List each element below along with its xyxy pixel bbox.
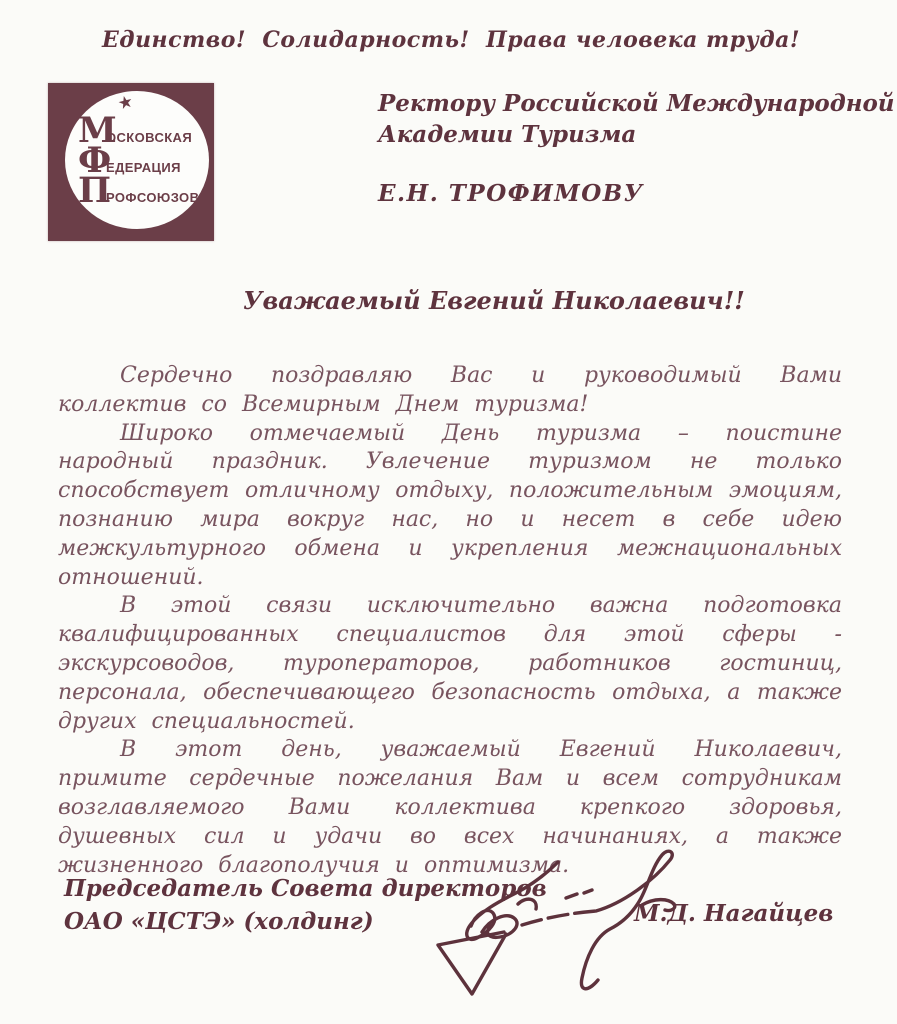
logo-letter-p: П (78, 170, 112, 211)
recipient-block (378, 88, 895, 209)
recipient-line-1: Ректору Российской Международной (378, 90, 895, 117)
paragraph-4: В этот день, уважаемый Евгений Николаевич, примите сердечные пожелания Вам и всем сотрудникам возглавляемого Вами коллектива крепкого здоровья, душевных сил и удачи во всех начинаниях, а также жизненного благополучия и оптимизма. (58, 737, 842, 878)
logo-row-profsoyuzov (78, 170, 200, 211)
handwritten-signature (426, 842, 678, 1014)
mfp-logo (48, 83, 214, 241)
signer-name: М.Д. Нагайцев (634, 900, 834, 927)
signoff-title-line-2: ОАО «ЦСТЭ» (холдинг) (64, 908, 374, 935)
logo-word-oskovskaya: ОСКОВСКАЯ (106, 130, 193, 145)
logo-letter-m: М (78, 110, 117, 151)
salutation: Уважаемый Евгений Николаевич!! (243, 286, 745, 315)
logo-text (78, 110, 200, 211)
recipient-name: Е.Н. ТРОФИМОВУ (378, 180, 644, 207)
paragraph-3: В этой связи исключительно важна подготовка квалифицированных специалистов для этой сферы - экскурсоводов, туроператоров, работников гостиниц, персонала, обеспечивающего безопасность отдыха, а также других специальностей. (58, 593, 842, 734)
logo-word-ederatsiya: ЕДЕРАЦИЯ (106, 160, 181, 175)
logo-word-rofsoyuzov: РОФСОЮЗОВ (106, 190, 200, 205)
paragraph-1: Сердечно поздравляю Вас и руководимый Вами коллектив со Всемирным Днем туризма! (58, 363, 842, 417)
signoff-title-line-1: Председатель Совета директоров (64, 875, 547, 902)
letter-body (58, 362, 842, 880)
recipient-line-2: Академии Туризма (378, 121, 637, 148)
star-icon: ★ (115, 91, 136, 115)
paragraph-2: Широко отмечаемый День туризма – поистине народный праздник. Увлечение туризмом не только способствует отличному отдыху, положительным эмоциям, познанию мира вокруг нас, но и несет в себе идею межкультурного обмена и укрепления межнациональных отношений. (58, 420, 842, 590)
union-slogan: Единство! Солидарность! Права человека труда! (102, 27, 801, 53)
logo-circle (65, 91, 209, 229)
logo-letter-f: Ф (78, 140, 112, 181)
